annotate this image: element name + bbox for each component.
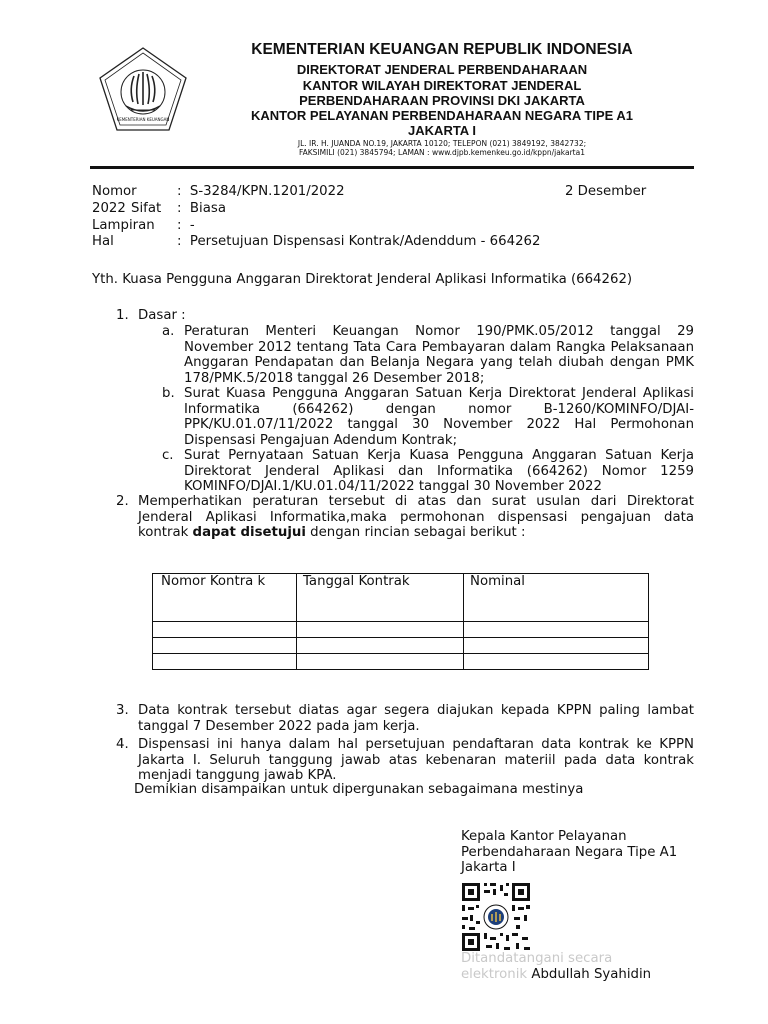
point-1-title: Dasar : <box>138 308 186 323</box>
contract-table <box>152 573 649 670</box>
point-2-text-after: dengan rincian sebagai berikut : <box>305 525 526 540</box>
header-line-3: PERBENDAHARAAN PROVINSI DKI JAKARTA <box>299 93 585 108</box>
signatory-title: Kepala Kantor Pelayanan Perbendaharaan Negara Tipe A1 Jakarta I <box>461 829 678 875</box>
header-rule <box>90 166 694 169</box>
header-line-5: JAKARTA I <box>408 123 476 138</box>
table-row <box>153 638 649 654</box>
table-cell <box>297 638 464 654</box>
point-2-text-before: Memperhatikan peraturan tersebut di atas dan surat usulan dari Direktorat Jenderal Aplikasi Informatika,maka permohonan dispensasi pengajuan data kontrak <box>138 494 694 540</box>
dasar-b-label: b. <box>162 386 175 401</box>
header-line-2: KANTOR WILAYAH DIREKTORAT JENDERAL <box>302 78 582 93</box>
dasar-a-text: Peraturan Menteri Keuangan Nomor 190/PMK.05/2012 tanggal 29 November 2012 tentang Tata Cara Pembayaran dalam Rangka Pelaksanaan Anggaran Pendapatan dan Belanja Negara yang telah diubah dengan PMK 178/PMK.5/2018 tanggal 26 Desember 2018; <box>184 324 694 386</box>
hal-label: Hal <box>92 234 114 249</box>
table-cell <box>153 638 297 654</box>
table-row <box>153 622 649 638</box>
point-2-number: 2. <box>116 494 129 509</box>
table-header-row <box>153 574 649 622</box>
electronic-signature-note: Ditandatangani secara elektronik <box>461 951 613 982</box>
table-cell <box>464 654 649 670</box>
table-header-nominal: Nominal <box>464 574 649 622</box>
dasar-c-text: Surat Pernyataan Satuan Kerja Kuasa Pengguna Anggaran Satuan Kerja Direktorat Jenderal Aplikasi dan Informatika (664262) Nomor 1259 KOMINFO/DJAI.1/KU.01.04/11/2022 tanggal 30 November 2022 <box>184 448 694 494</box>
address-line-2: FAKSIMILI (021) 3845794; LAMAN : www.djpb.kemenkeu.go.id/kppn/jakarta1 <box>299 148 585 157</box>
sifat-value: : Biasa <box>177 201 226 216</box>
point-1-number: 1. <box>116 308 129 323</box>
dasar-c-label: c. <box>162 448 174 463</box>
address-line-1: JL. IR. H. JUANDA NO.19, JAKARTA 10120; TELEPON (021) 3849192, 3842732; <box>297 139 587 148</box>
point-2-text <box>138 494 694 541</box>
dasar-a-label: a. <box>162 324 175 339</box>
table-cell <box>153 654 297 670</box>
table-cell <box>297 622 464 638</box>
addressee: Yth. Kuasa Pengguna Anggaran Direktorat Jenderal Aplikasi Informatika (664262) <box>92 272 633 287</box>
logo-text: KEMENTERIAN KEUANGAN <box>116 117 170 122</box>
lampiran-value: : - <box>177 218 195 233</box>
table-header-nomor: Nomor Kontra k <box>153 574 297 622</box>
nomor-value: : S-3284/KPN.1201/2022 <box>177 184 345 199</box>
table-cell <box>297 654 464 670</box>
hal-value: : Persetujuan Dispensasi Kontrak/Adenddum - 664262 <box>177 234 541 249</box>
point-3-number: 3. <box>116 703 129 718</box>
ministry-logo <box>96 44 190 134</box>
qr-code-icon <box>460 881 532 953</box>
signatory-name: Abdullah Syahidin <box>531 966 652 982</box>
table-cell <box>464 622 649 638</box>
closing-statement: Demikian disampaikan untuk dipergunakan sebagaimana mestinya <box>134 782 584 797</box>
table-header-tanggal: Tanggal Kontrak <box>297 574 464 622</box>
point-3-text: Data kontrak tersebut diatas agar segera diajukan kepada KPPN paling lambat tanggal 7 Desember 2022 pada jam kerja. <box>138 703 694 734</box>
table-cell <box>153 622 297 638</box>
nomor-label: Nomor <box>92 184 137 199</box>
lampiran-label: Lampiran <box>92 218 155 233</box>
sifat-label: Sifat <box>131 201 162 216</box>
ministry-title: KEMENTERIAN KEUANGAN REPUBLIK INDONESIA <box>251 41 633 58</box>
header-line-1: DIREKTORAT JENDERAL PERBENDAHARAAN <box>296 62 588 77</box>
table-row <box>153 654 649 670</box>
table-cell <box>464 638 649 654</box>
letter-year: 2022 <box>92 201 126 216</box>
header-line-4: KANTOR PELAYANAN PERBENDAHARAAN NEGARA TIPE A1 <box>250 108 634 123</box>
point-4-number: 4. <box>116 737 129 752</box>
point-4-text: Dispensasi ini hanya dalam hal persetujuan pendaftaran data kontrak ke KPPN Jakarta I. Seluruh tanggung jawab atas kebenaran materiil pada data kontrak menjadi tanggung jawab KPA. <box>138 737 694 783</box>
point-2-approval-emphasis: dapat disetujui <box>192 525 306 540</box>
dasar-b-text: Surat Kuasa Pengguna Anggaran Satuan Kerja Direktorat Jenderal Aplikasi Informatika (664262) dengan nomor B-1260/KOMINFO/DJAI-PPK/KU.01.07/11/2022 tanggal 30 November 2022 Hal Permohonan Dispensasi Pengajuan Adendum Kontrak; <box>184 386 694 448</box>
letter-date: 2 Desember <box>565 184 647 199</box>
signature-note <box>461 951 681 982</box>
